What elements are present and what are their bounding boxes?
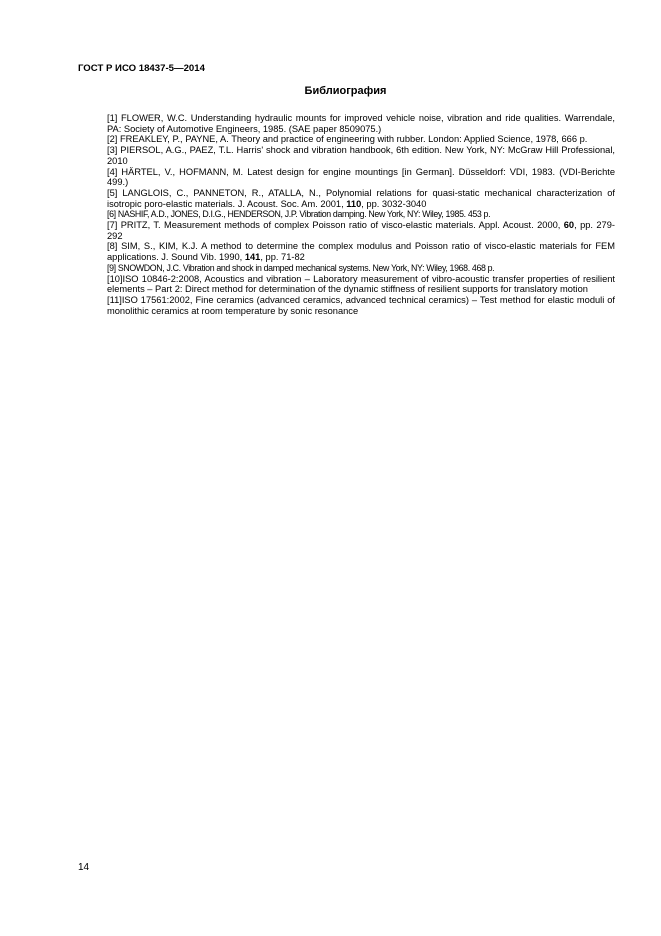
entry-text: NASHIF, A.D., JONES, D.I.G., HENDERSON, J.P. Vibration damping. New York, NY: Wiley, 1985. 453 p. xyxy=(117,209,491,220)
entry-volume: 110 xyxy=(346,198,362,209)
entry-text: FLOWER, W.C. Understanding hydraulic mounts for improved vehicle noise, vibration and ride qualities. Warrendale, PA: Society of Automotive Engineers, 1985. (SAE paper 8509075.) xyxy=(107,113,615,134)
entry-text: HÄRTEL, V., HOFMANN, M. Latest design for engine mountings [in German]. Düsseldorf: VDI, 1983. (VDI-Berichte 499.) xyxy=(107,166,615,188)
entry-text: LANGLOIS, C., PANNETON, R., ATALLA, N., Polynomial relations for quasi-static mechanical characterization of isotropic poro-elastic materials. J. Acoust. Soc. Am. 2001, xyxy=(107,187,615,209)
bibliography-entry xyxy=(107,167,615,188)
entry-number: [3] xyxy=(107,145,118,156)
entry-text: SNOWDON, J.C. Vibration and shock in damped mechanical systems. New York, NY: Wiley, 1968. 468 p. xyxy=(117,262,495,273)
entry-number: [8] xyxy=(107,241,118,252)
bibliography-entry xyxy=(107,241,615,262)
entry-text: ISO 17561:2002, Fine ceramics (advanced ceramics, advanced technical ceramics) – Test method for elastic moduli of monolithic ceramics at room temperature by sonic resonance xyxy=(107,294,615,316)
entry-number: [10] xyxy=(107,273,123,284)
entry-number: [1] xyxy=(107,113,118,123)
bibliography-entry xyxy=(107,263,615,274)
bibliography-entry xyxy=(107,209,615,220)
bibliography-entry xyxy=(107,145,615,166)
entry-number: [11] xyxy=(107,294,122,305)
entry-text: PRITZ, T. Measurement methods of complex Poisson ratio of visco-elastic materials. Appl. Acoust. 2000, xyxy=(120,220,564,231)
entry-text: ISO 10846-2:2008, Acoustics and vibration – Laboratory measurement of vibro-acoustic transfer properties of resilient elements – Part 2: Direct method for determination of the dynamic stiffness of resilient supports for translatory motion xyxy=(107,273,615,295)
entry-text: , pp. 279-292 xyxy=(107,220,615,241)
entry-text: PIERSOL, A.G., PAEZ, T.L. Harris' shock and vibration handbook, 6th edition. New York, NY: McGraw Hill Professional, 2010 xyxy=(107,145,615,166)
bibliography-entry xyxy=(107,295,615,316)
entry-number: [9] xyxy=(107,262,116,273)
entry-text: SIM, S., KIM, K.J. A method to determine the complex modulus and Poisson ratio of visco-elastic materials for FEM applications. J. Sound Vib. 1990, xyxy=(107,241,615,263)
bibliography-entry xyxy=(107,220,615,241)
entry-text: FREAKLEY, P., PAYNE, A. Theory and practice of engineering with rubber. London: Applied Science, 1978, 666 p. xyxy=(119,134,588,145)
entry-number: [2] xyxy=(107,134,118,145)
entry-number: [6] xyxy=(107,209,116,220)
bibliography-entry xyxy=(107,113,615,134)
bibliography-entry xyxy=(107,134,615,145)
entry-text: , pp. 3032-3040 xyxy=(361,198,427,209)
entry-number: [5] xyxy=(107,187,118,198)
bibliography-title: Библиография xyxy=(304,85,387,97)
entry-number: [4] xyxy=(107,166,118,177)
bibliography-entry xyxy=(107,188,615,209)
document-id-header: ГОСТ Р ИСО 18437-5—2014 xyxy=(78,63,205,74)
page-number: 14 xyxy=(78,862,90,873)
entry-number: [7] xyxy=(107,220,118,231)
entry-volume: 60 xyxy=(563,220,575,231)
bibliography-list xyxy=(107,113,615,316)
entry-text: , pp. 71-82 xyxy=(260,252,305,263)
bibliography-entry xyxy=(107,274,615,295)
entry-volume: 141 xyxy=(244,252,261,263)
